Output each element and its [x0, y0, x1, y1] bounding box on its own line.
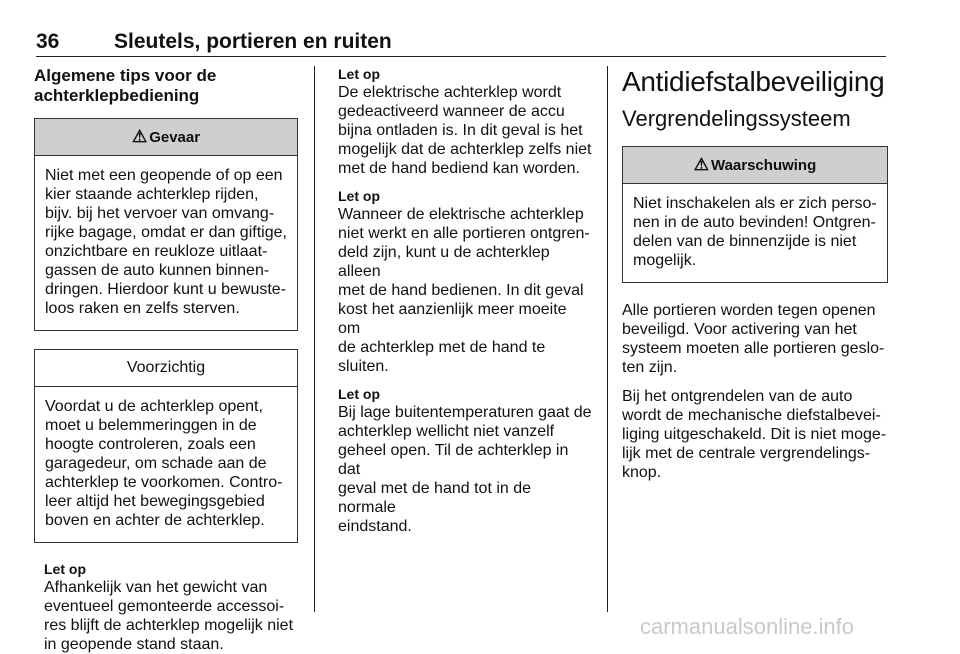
page-number: 36 — [36, 30, 60, 53]
note-label: Let op — [338, 386, 380, 402]
note-label: Let op — [338, 188, 380, 204]
chapter-heading: Antidiefstalbeveiliging — [622, 66, 885, 97]
warning-box-text: Niet inschakelen als er zich perso- nen in de auto bevinden! Ontgren- delen van de binnenzijde is niet mogelijk. — [633, 195, 877, 269]
warning-triangle-icon: ⚠ — [693, 155, 709, 174]
danger-box-text: Niet met een geopende of op een kier staande achterklep rijden, bijv. bij het vervoer van omvang- rijke bagage, omdat er dan giftige, onzichtbare en reukloze uitlaat- gassen de auto kunnen binnen- dringen. Hierdoor kunt u bewuste- loos raken en zelfs sterven. — [45, 167, 287, 317]
column-3 — [622, 66, 888, 492]
column-1 — [34, 66, 298, 654]
danger-box — [34, 118, 298, 331]
section-heading: Algemene tips voor de achterklepbediening — [34, 66, 217, 105]
warning-box — [622, 146, 888, 283]
warning-triangle-icon: ⚠ — [131, 127, 148, 146]
note-label: Let op — [44, 561, 86, 577]
watermark: carmanualsonline.info — [640, 614, 855, 639]
note-block: Let op Wanneer de elektrische achterklep niet werkt en alle portieren ontgren- deld zijn, kunt u de achterklep alleen met de hand bedienen. In dit geval kost het aanzienlijk meer moeite om de achterklep met de hand te sluiten. — [338, 188, 593, 376]
body-paragraph: Bij het ontgrendelen van de auto wordt de mechanische diefstalbevei- liging uitgeschakeld. Dit is niet moge- lijk met de centrale vergrendelings- knop. — [622, 388, 887, 481]
body-paragraph: Alle portieren worden tegen openen beveiligd. Voor activering van het systeem moeten alle portieren geslo- ten zijn. — [622, 302, 885, 376]
danger-box-title: Gevaar — [149, 129, 201, 146]
section-heading: Vergrendelingssysteem — [622, 106, 851, 131]
page-title: Sleutels, portieren en ruiten — [114, 30, 392, 53]
caution-box-text: Voordat u de achterklep opent, moet u belemmeringgen in de hoogte controleren, zoals een garagedeur, om schade aan de achterklep te voorkomen. Contro- leer altijd het bewegingsgebied boven en achter de achterklep. — [45, 398, 283, 529]
danger-box-header — [35, 119, 297, 156]
note-label: Let op — [338, 66, 380, 82]
note-block: Let op Afhankelijk van het gewicht van eventueel gemonteerde accessoi- res blijft de achterklep mogelijk niet in geopende stand staan. — [34, 561, 298, 654]
caution-box-title: Voorzichtig — [35, 350, 297, 387]
header-rule — [36, 56, 886, 57]
column-divider — [314, 66, 315, 612]
column-2 — [338, 66, 593, 546]
warning-box-title: Waarschuwing — [710, 157, 817, 174]
column-divider — [607, 66, 608, 612]
caution-box — [34, 349, 298, 543]
warning-box-header — [623, 147, 887, 184]
note-block: Let op De elektrische achterklep wordt gedeactiveerd wanneer de accu bijna ontladen is. In dit geval is het mogelijk dat de achterklep zelfs niet met de hand bediend kan worden. — [338, 66, 592, 177]
note-block: Let op Bij lage buitentemperaturen gaat de achterklep wellicht niet vanzelf geheel open. Til de achterklep in dat geval met de hand tot in de normale eindstand. — [338, 386, 592, 535]
